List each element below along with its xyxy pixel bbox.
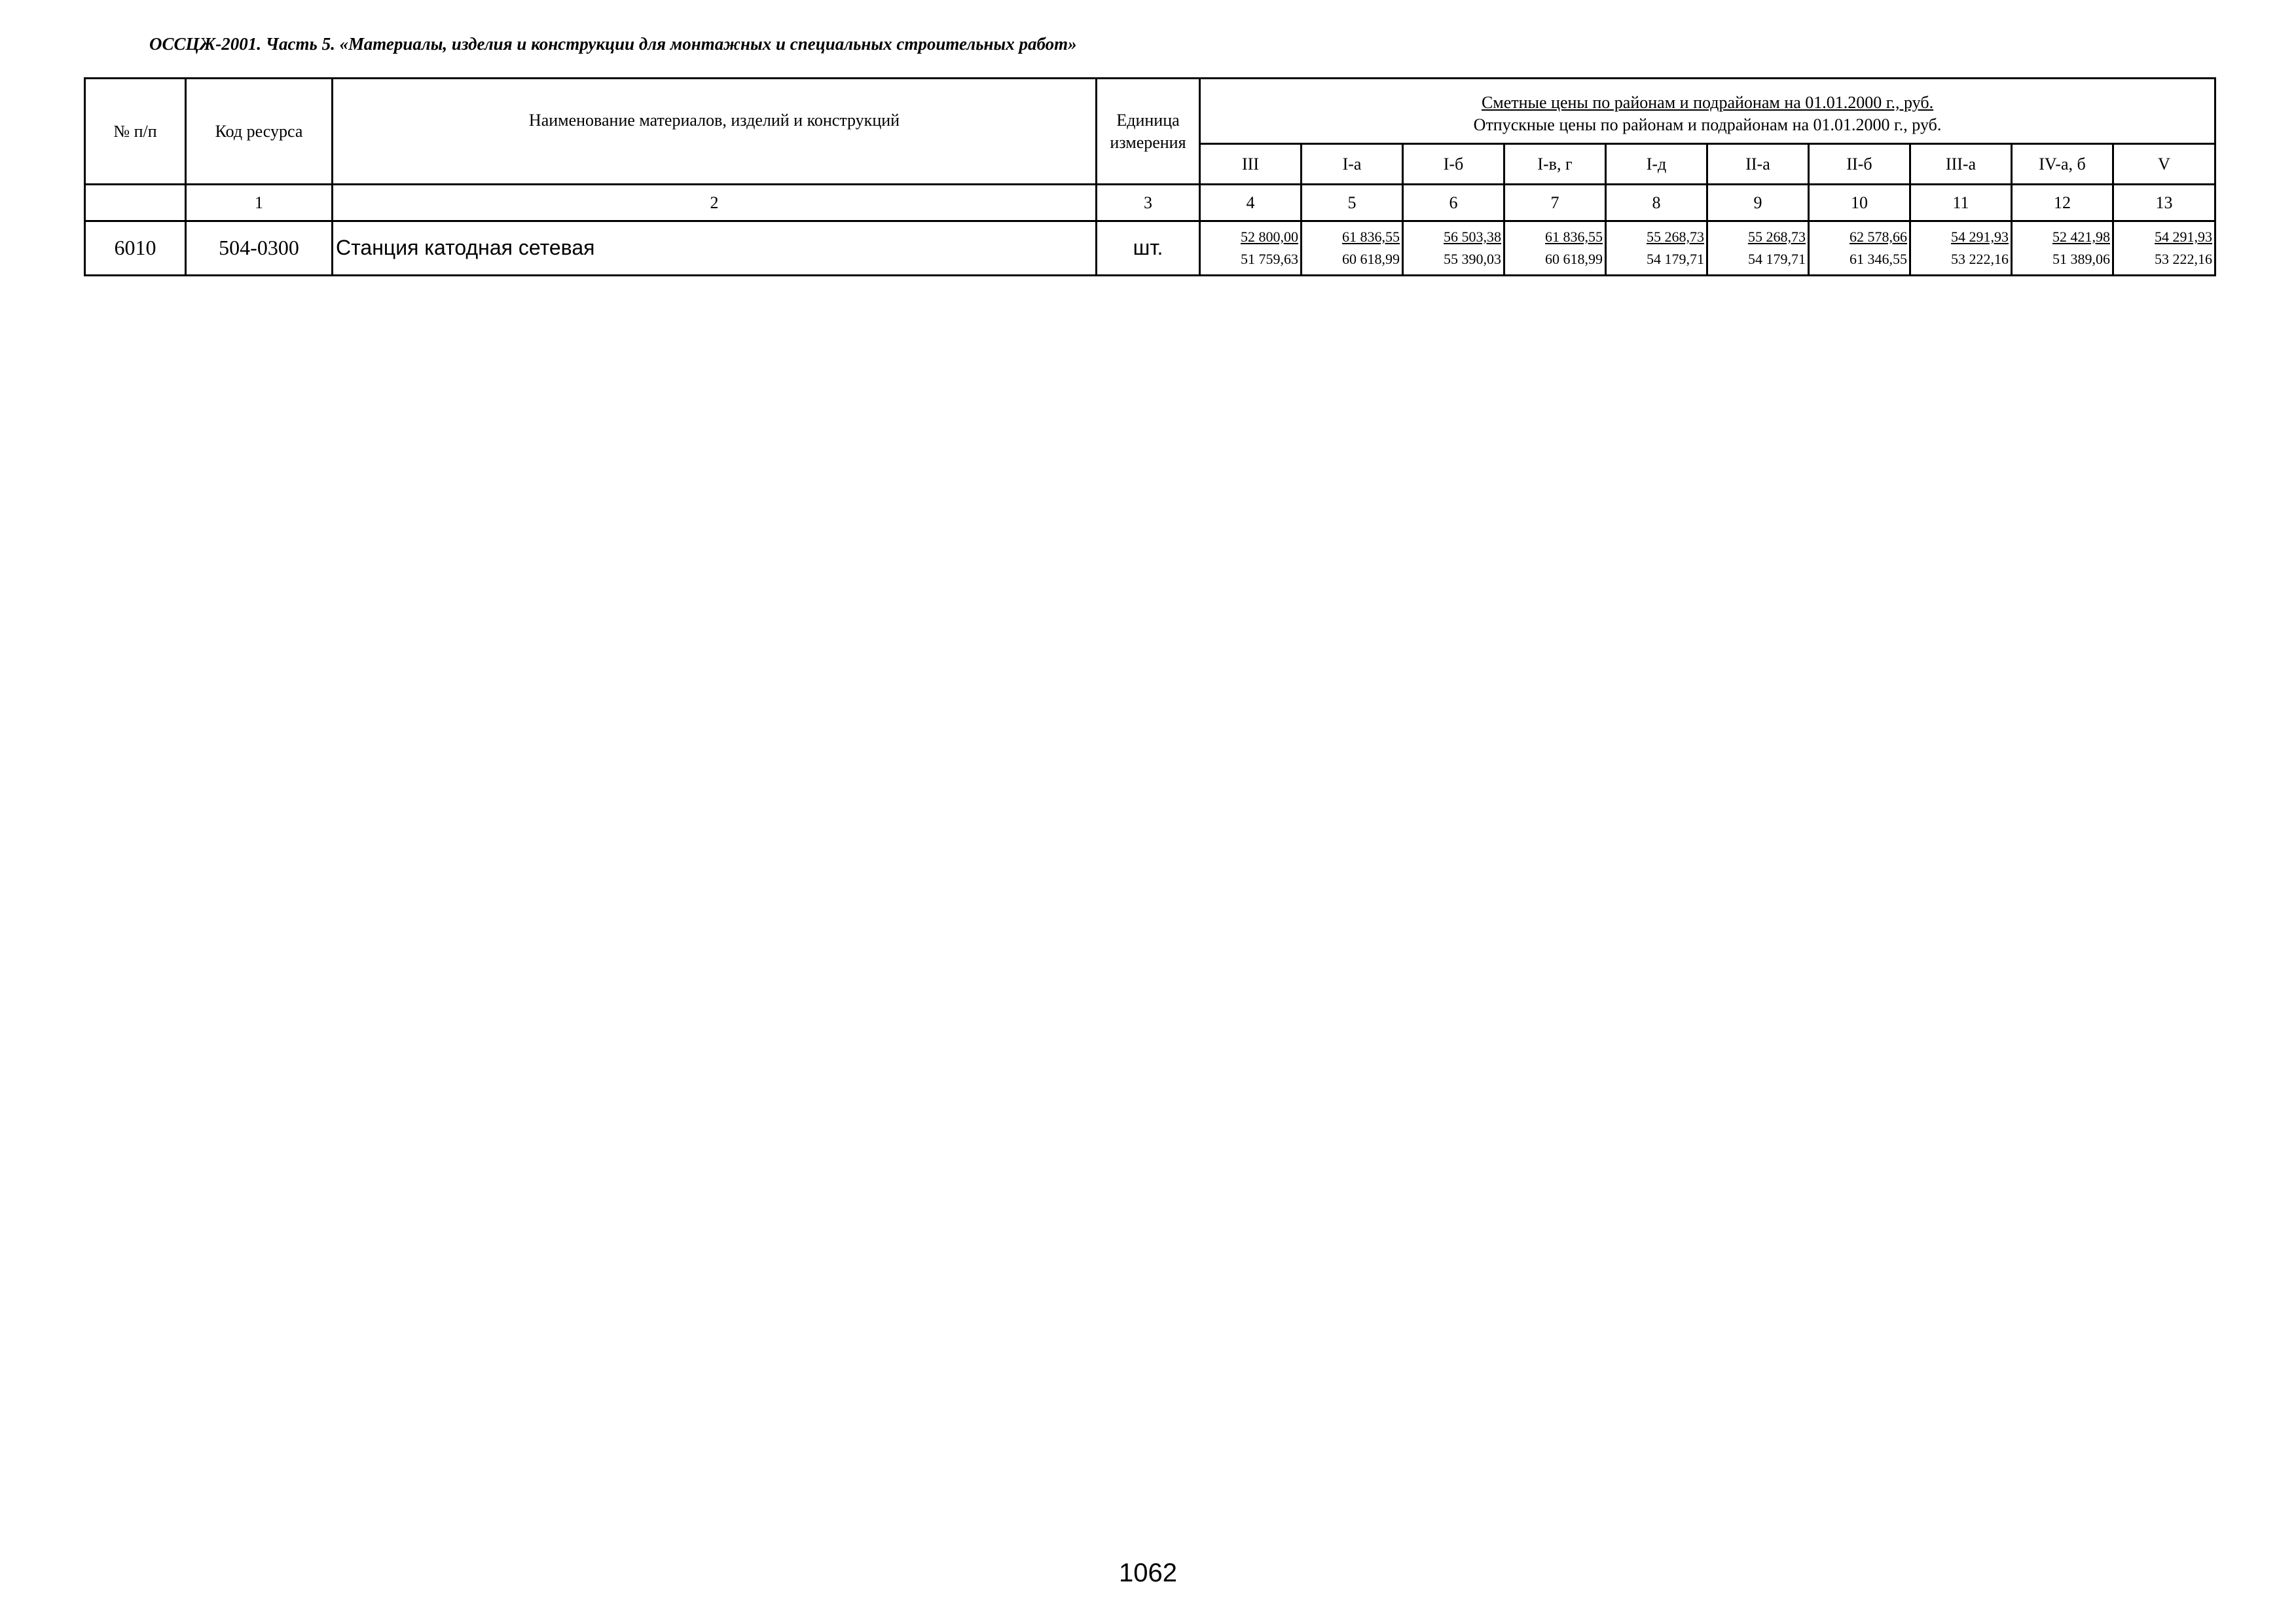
column-number: 2 <box>333 185 1097 221</box>
region-header: V <box>2113 144 2215 185</box>
price-cell <box>1504 221 1606 276</box>
estimate-price: 52 800,00 <box>1241 228 1298 245</box>
column-number: 10 <box>1809 185 1910 221</box>
page-number: 1062 <box>1119 1559 1177 1587</box>
price-cell <box>1910 221 2012 276</box>
price-table <box>84 77 2216 276</box>
row-number: 6010 <box>85 221 186 276</box>
column-number: 13 <box>2113 185 2215 221</box>
release-price: 54 179,71 <box>1647 251 1704 267</box>
estimate-price: 52 421,98 <box>2052 228 2110 245</box>
header-row <box>85 79 2215 144</box>
release-price: 53 222,16 <box>2155 251 2213 267</box>
release-price: 60 618,99 <box>1342 251 1400 267</box>
column-number: 3 <box>1097 185 1200 221</box>
column-number: 11 <box>1910 185 2012 221</box>
resource-code: 504-0300 <box>186 221 333 276</box>
region-header: II-б <box>1809 144 1910 185</box>
release-price: 55 390,03 <box>1444 251 1501 267</box>
region-header: II-а <box>1707 144 1809 185</box>
estimate-price: 61 836,55 <box>1545 228 1603 245</box>
region-header: I-б <box>1403 144 1504 185</box>
estimate-price: 55 268,73 <box>1647 228 1704 245</box>
column-number: 5 <box>1302 185 1403 221</box>
column-number: 9 <box>1707 185 1809 221</box>
column-number: 6 <box>1403 185 1504 221</box>
estimate-price: 55 268,73 <box>1748 228 1806 245</box>
price-cell <box>2012 221 2113 276</box>
price-cell <box>1707 221 1809 276</box>
header-name: Наименование материалов, изделий и конструкций <box>333 79 1097 185</box>
region-header: III-а <box>1910 144 2012 185</box>
estimate-price: 62 578,66 <box>1850 228 1907 245</box>
estimate-prices-caption: Сметные цены по районам и подрайонам на 01.01.2000 г., руб. <box>1481 92 1934 112</box>
release-prices-caption: Отпускные цены по районам и подрайонам на 01.01.2000 г., руб. <box>1473 115 1942 134</box>
column-number: 8 <box>1606 185 1707 221</box>
region-header: III <box>1200 144 1302 185</box>
header-resource-code: Код ресурса <box>186 79 333 185</box>
release-price: 60 618,99 <box>1545 251 1603 267</box>
estimate-price: 54 291,93 <box>2155 228 2213 245</box>
region-header: I-в, г <box>1504 144 1606 185</box>
price-cell <box>1606 221 1707 276</box>
estimate-price: 56 503,38 <box>1444 228 1501 245</box>
table-row <box>85 221 2215 276</box>
header-row-no: № п/п <box>85 79 186 185</box>
release-price: 54 179,71 <box>1748 251 1806 267</box>
release-price: 51 759,63 <box>1241 251 1298 267</box>
column-number: 12 <box>2012 185 2113 221</box>
price-cell <box>1809 221 1910 276</box>
unit-of-measure: шт. <box>1097 221 1200 276</box>
price-cell <box>1302 221 1403 276</box>
column-number <box>85 185 186 221</box>
header-unit: Единица измерения <box>1097 79 1200 185</box>
column-number-row <box>85 185 2215 221</box>
column-number: 1 <box>186 185 333 221</box>
column-number: 4 <box>1200 185 1302 221</box>
estimate-price: 61 836,55 <box>1342 228 1400 245</box>
price-cell <box>1403 221 1504 276</box>
region-header: I-а <box>1302 144 1403 185</box>
header-prices-caption <box>1200 79 2215 144</box>
release-price: 51 389,06 <box>2052 251 2110 267</box>
region-header: I-д <box>1606 144 1707 185</box>
price-cell <box>2113 221 2215 276</box>
column-number: 7 <box>1504 185 1606 221</box>
release-price: 61 346,55 <box>1850 251 1907 267</box>
running-header: ОССЦЖ-2001. Часть 5. «Материалы, изделия и конструкции для монтажных и специальных строительных работ» <box>149 34 1077 54</box>
region-header: IV-а, б <box>2012 144 2113 185</box>
release-price: 53 222,16 <box>1951 251 2009 267</box>
material-name: Станция катодная сетевая <box>333 221 1097 276</box>
price-cell <box>1200 221 1302 276</box>
estimate-price: 54 291,93 <box>1951 228 2009 245</box>
